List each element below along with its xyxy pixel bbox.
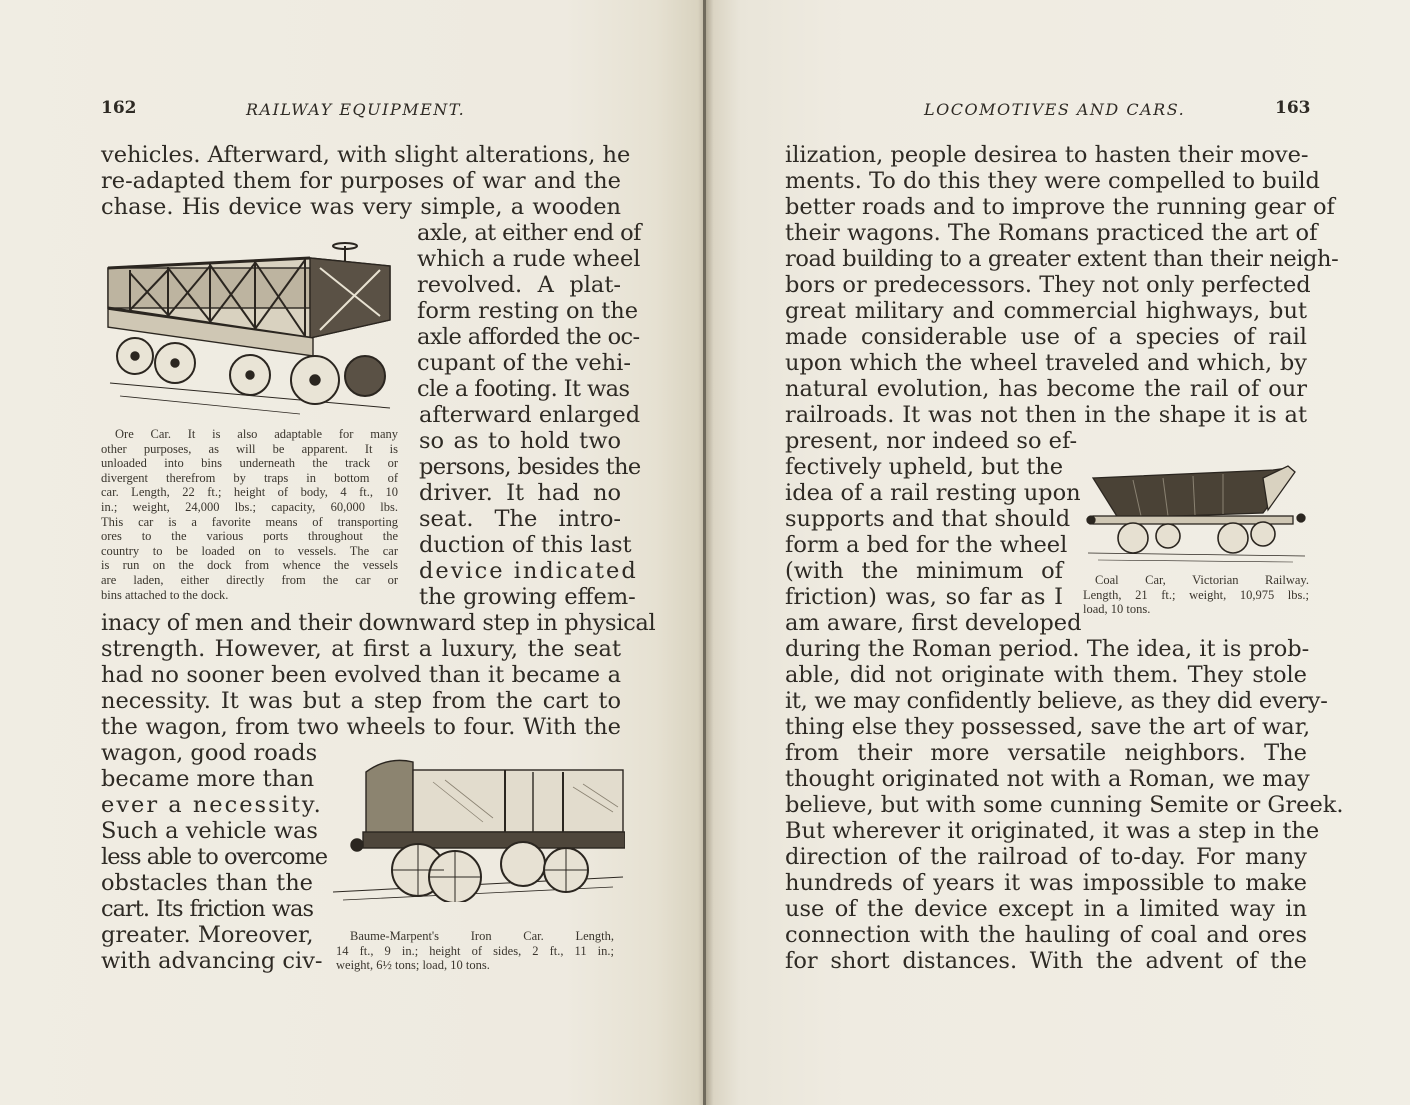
text-line: inacy of men and their downward step in physical	[101, 610, 656, 636]
iron-car-caption	[336, 929, 614, 973]
text-line: obstacles than the	[101, 870, 313, 896]
text-line: duction of this last	[419, 532, 632, 558]
text-line: But wherever it originated, it was a step in the	[785, 818, 1320, 844]
caption-line: other purposes, as will be apparent. It is	[101, 441, 398, 456]
running-head-title: LOCOMOTIVES AND CARS.	[924, 100, 1186, 119]
text-line: thing else they possessed, save the art of war,	[785, 714, 1311, 740]
text-line: direction of the railroad of to-day. For many	[785, 844, 1307, 870]
coal-car-illustration	[1083, 458, 1308, 563]
text-line: re-adapted them for purposes of war and the	[101, 168, 621, 194]
coal-car-caption	[1083, 573, 1309, 617]
text-line: chase. His device was very simple, a wooden	[101, 194, 621, 220]
text-line: bors or predecessors. They not only perfected	[785, 272, 1311, 298]
text-line: strength. However, at first a luxury, the seat	[101, 636, 621, 662]
text-line: cle a footing. It was	[417, 376, 630, 402]
ore-car-drawing	[100, 238, 400, 416]
text-line: connection with the hauling of coal and ores	[785, 922, 1307, 948]
text-line: ever a necessity.	[101, 792, 323, 818]
text-line: ments. To do this they were compelled to build	[785, 168, 1320, 194]
text-line: great military and commercial highways, but	[785, 298, 1307, 324]
text-line: had no sooner been evolved than it became a	[101, 662, 621, 688]
running-head-title: RAILWAY EQUIPMENT.	[246, 100, 466, 119]
text-line: able, did not originate with them. They stole	[785, 662, 1307, 688]
running-head-left	[0, 98, 705, 122]
text-line: axle afforded the oc-	[417, 324, 640, 350]
text-line: driver. It had no	[419, 480, 621, 506]
text-line: railroads. It was not then in the shape it is at	[785, 402, 1307, 428]
text-line: so as to hold two	[419, 428, 621, 454]
text-line: supports and that should	[785, 506, 1071, 532]
text-line: hundreds of years it was impossible to make	[785, 870, 1307, 896]
text-line: cart. Its friction was	[101, 896, 313, 922]
text-line: seat. The intro-	[419, 506, 621, 532]
caption-line: bins attached to the dock.	[101, 587, 229, 602]
text-line: form resting on the	[417, 298, 639, 324]
text-line: wagon, good roads	[101, 740, 318, 766]
caption-line: Coal Car, Victorian Railway.	[1095, 573, 1309, 587]
text-line: with advancing civ-	[101, 948, 323, 974]
text-line: use of the device except in a limited way in	[785, 896, 1307, 922]
text-line: better roads and to improve the running gear of	[785, 194, 1335, 220]
text-line: present, nor indeed so ef-	[785, 428, 1078, 454]
text-line: afterward enlarged	[419, 402, 641, 428]
caption-line: Length, 21 ft.; weight, 10,975 lbs.;	[1083, 587, 1309, 602]
caption-line: country to be loaded on to vessels. The car	[101, 543, 398, 558]
text-line: the growing effem-	[419, 584, 636, 610]
text-line: believe, but with some cunning Semite or Greek.	[785, 792, 1344, 818]
right-page	[705, 0, 1410, 1105]
caption-line: unloaded into bins underneath the track or	[101, 456, 398, 471]
text-line: cupant of the vehi-	[417, 350, 631, 376]
caption-line: car. Length, 22 ft.; height of body, 4 ft., 10	[101, 485, 398, 500]
text-line: device indicated	[419, 558, 638, 584]
caption-line: is run on the dock from whence the vessels	[101, 558, 398, 573]
text-line: form a bed for the wheel	[785, 532, 1068, 558]
caption-line: ores to the various ports throughout the	[101, 529, 398, 544]
text-line: vehicles. Afterward, with slight alterations, he	[101, 142, 631, 168]
caption-line: load, 10 tons.	[1083, 602, 1151, 617]
coal-car-drawing	[1083, 458, 1308, 563]
page-number: 162	[101, 98, 137, 118]
text-line: ilization, people desirea to hasten their move-	[785, 142, 1309, 168]
text-line: Such a vehicle was	[101, 818, 318, 844]
caption-line: weight, 6½ tons; load, 10 tons.	[336, 958, 490, 973]
text-line: less able to overcome	[101, 844, 328, 870]
running-head-right	[705, 98, 1410, 122]
text-line: friction) was, so far as I	[785, 584, 1063, 610]
text-line: it, we may confidently believe, as they did every-	[785, 688, 1328, 714]
text-line: from their more versatile neighbors. The	[785, 740, 1307, 766]
text-line: necessity. It was but a step from the cart to	[101, 688, 621, 714]
ore-car-illustration	[100, 238, 400, 416]
text-line: made considerable use of a species of rail	[785, 324, 1307, 350]
caption-line: in.; weight, 24,000 lbs.; capacity, 60,000 lbs.	[101, 499, 398, 514]
text-line: revolved. A plat-	[417, 272, 621, 298]
iron-car-drawing	[333, 752, 625, 902]
ore-car-caption	[101, 427, 398, 602]
text-line: thought originated not with a Roman, we may	[785, 766, 1310, 792]
text-line: which a rude wheel	[417, 246, 641, 272]
text-line: natural evolution, has become the rail of our	[785, 376, 1307, 402]
iron-car-illustration	[333, 752, 625, 902]
caption-line: 14 ft., 9 in.; height of sides, 2 ft., 11 in.;	[336, 943, 614, 958]
caption-line: This car is a favorite means of transporting	[101, 514, 398, 529]
caption-line: Ore Car. It is also adaptable for many	[115, 427, 398, 441]
text-line: their wagons. The Romans practiced the art of	[785, 220, 1318, 246]
text-line: during the Roman period. The idea, it is prob-	[785, 636, 1310, 662]
text-line: for short distances. With the advent of the	[785, 948, 1307, 974]
text-line: road building to a greater extent than their neigh-	[785, 246, 1339, 272]
caption-line: Baume-Marpent's Iron Car. Length,	[350, 929, 614, 943]
text-line: upon which the wheel traveled and which, by	[785, 350, 1307, 376]
book-gutter	[703, 0, 706, 1105]
caption-line: are laden, either directly from the car or	[101, 572, 398, 587]
text-line: the wagon, from two wheels to four. With the	[101, 714, 621, 740]
text-line: greater. Moreover,	[101, 922, 314, 948]
text-line: am aware, first developed	[785, 610, 1082, 636]
page-number: 163	[1275, 98, 1311, 118]
text-line: axle, at either end of	[417, 220, 641, 246]
text-line: (with the minimum of	[785, 558, 1063, 584]
text-line: persons, besides the	[419, 454, 641, 480]
text-line: became more than	[101, 766, 315, 792]
text-line: fectively upheld, but the	[785, 454, 1064, 480]
text-line: idea of a rail resting upon	[785, 480, 1081, 506]
caption-line: divergent therefrom by traps in bottom of	[101, 470, 398, 485]
